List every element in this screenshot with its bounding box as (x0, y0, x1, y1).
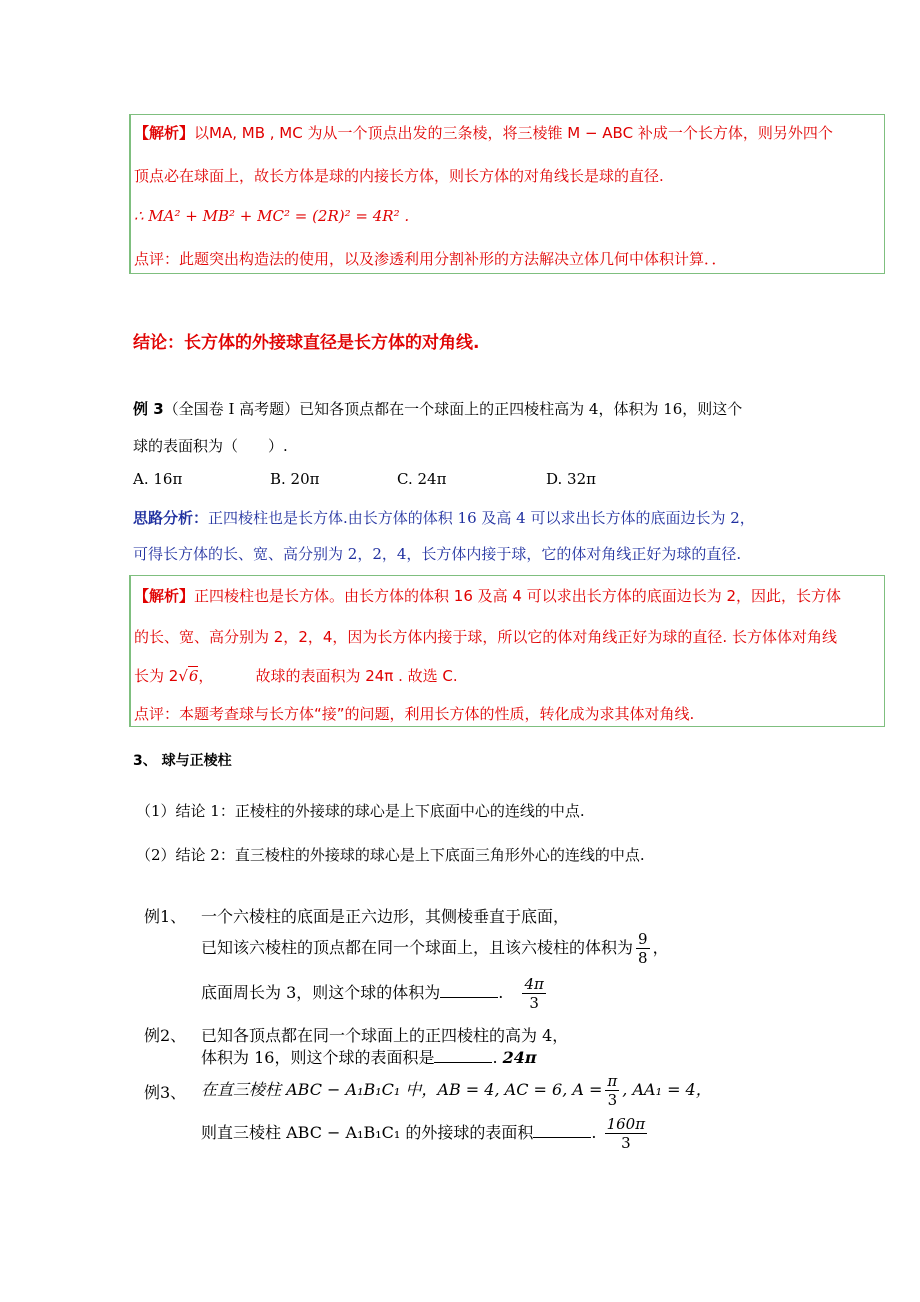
box2-line2: 的长、宽、高分别为 2，2，4，因为长方体内接于球，所以它的体对角线正好为球的直径. 长方体体对角线 (134, 628, 837, 646)
answer-blank (434, 1048, 492, 1063)
example3-label: 例 3 (133, 400, 164, 418)
ex2-line2-text: 体积为 16，则这个球的表面积是 (201, 1048, 435, 1067)
box2-line3-a: 长为 2 (134, 667, 179, 685)
ex1-volume-fraction (636, 930, 650, 967)
box2-line1-text: 正四棱柱也是长方体。由长方体的体积 16 及高 4 可以求出长方体的底面边长为 2，因此，长方体 (194, 587, 842, 605)
box1-equation: ∴ MA² + MB² + MC² = (2R)² = 4R² . (134, 207, 410, 225)
frac-num: 4π (524, 975, 544, 993)
frac-den: 3 (621, 1134, 631, 1152)
box2-sqrt-value: 6 (188, 667, 199, 685)
ex2-answer: 24π (502, 1048, 537, 1067)
answer-blank (533, 1123, 591, 1138)
box1-line1 (134, 122, 833, 143)
box1-comment: 点评：此题突出构造法的使用，以及渗透利用分割补形的方法解决立体几何中体积计算．． (134, 250, 727, 268)
frac-num: π (607, 1072, 618, 1090)
example3-line2: 球的表面积为（ ）. (133, 437, 288, 455)
frac-den: 8 (638, 949, 648, 967)
ex3-label: 例3、 (144, 1083, 187, 1102)
sqrt-icon: √ (178, 667, 188, 685)
box2-line3-b: ， (198, 667, 214, 685)
ex1-line3-text: 底面周长为 3，则这个球的体积为 (201, 983, 441, 1002)
box1-line1-text: 以MA, MB , MC 为从一个顶点出发的三条棱，将三棱锥 M − ABC 补成一个长方体，则另外四个 (194, 124, 833, 142)
option-d: D. 32π (546, 470, 596, 488)
solution-tag-2: 【解析】 (134, 587, 195, 605)
ex1-line1: 一个六棱柱的底面是正六边形，其侧棱垂直于底面， (201, 907, 570, 926)
box2-comment: 点评：本题考查球与长方体“接”的问题，利用长方体的性质，转化成为求其体对角线. (134, 705, 695, 723)
ex3-answer (605, 1115, 648, 1152)
box2-line3 (134, 665, 458, 686)
ex3-line1-b: , AA₁ = 4， (622, 1080, 712, 1099)
frac-num: 160π (606, 1115, 646, 1133)
box2-line3-c: 故球的表面积为 24π . 故选 C. (255, 667, 458, 685)
conclusion: 结论：长方体的外接球直径是长方体的对角线. (133, 333, 480, 353)
solution-tag: 【解析】 (134, 124, 195, 142)
conclusion-2: （2）结论 2：直三棱柱的外接球的球心是上下底面三角形外心的连线的中点. (136, 846, 645, 864)
box2-line1 (134, 585, 841, 606)
conclusion-1: （1）结论 1：正棱柱的外接球的球心是上下底面中心的连线的中点. (136, 802, 585, 820)
ex3-line1 (201, 1072, 712, 1109)
ex3-line2-text: 则直三棱柱 ABC − A₁B₁C₁ 的外接球的表面积 (201, 1123, 534, 1142)
ex1-line2-end: ， (652, 938, 669, 957)
ex2-line2: 体积为 16，则这个球的表面积是 . 24π (201, 1048, 537, 1067)
frac-num: 9 (638, 930, 648, 948)
option-b: B. 20π (270, 470, 320, 488)
box1-line2: 顶点必在球面上，故长方体是球的内接长方体，则长方体的对角线长是球的直径. (134, 167, 664, 185)
analysis-label: 思路分析： (133, 509, 209, 527)
ex1-answer (522, 975, 545, 1012)
ex3-angle-fraction (605, 1072, 619, 1109)
ex1-line2 (201, 930, 669, 967)
option-c: C. 24π (397, 470, 447, 488)
ex3-line2: 则直三棱柱 ABC − A₁B₁C₁ 的外接球的表面积 . $\frac{160\pi}{3}$ (201, 1115, 646, 1152)
ex3-line1-a: 在直三棱柱 ABC − A₁B₁C₁ 中，AB = 4, AC = 6, A = (201, 1080, 603, 1099)
ex1-line2-text: 已知该六棱柱的顶点都在同一个球面上，且该六棱柱的体积为 (201, 938, 634, 957)
analysis-line2: 可得长方体的长、宽、高分别为 2，2，4，长方体内接于球，它的体对角线正好为球的直径. (133, 545, 742, 563)
analysis-line1 (133, 507, 755, 528)
option-a: A. 16π (133, 470, 183, 488)
frac-den: 3 (607, 1091, 618, 1109)
analysis-text-1: 正四棱柱也是长方体.由长方体的体积 16 及高 4 可以求出长方体的底面边长为 2， (208, 509, 755, 527)
ex1-line3: 底面周长为 3，则这个球的体积为 . $\frac{4\pi}{3}$ (201, 975, 544, 1012)
example3-line1 (133, 398, 742, 419)
ex1-label: 例1、 (144, 907, 187, 926)
section3-title: 3、 球与正棱柱 (133, 753, 232, 769)
answer-blank (440, 983, 498, 998)
ex2-label: 例2、 (144, 1026, 187, 1045)
frac-den: 3 (529, 994, 539, 1012)
example3-text: （全国卷 I 高考题）已知各顶点都在一个球面上的正四棱柱高为 4，体积为 16，则这个 (163, 400, 743, 418)
ex2-line1: 已知各顶点都在同一个球面上的正四棱柱的高为 4， (201, 1026, 569, 1045)
